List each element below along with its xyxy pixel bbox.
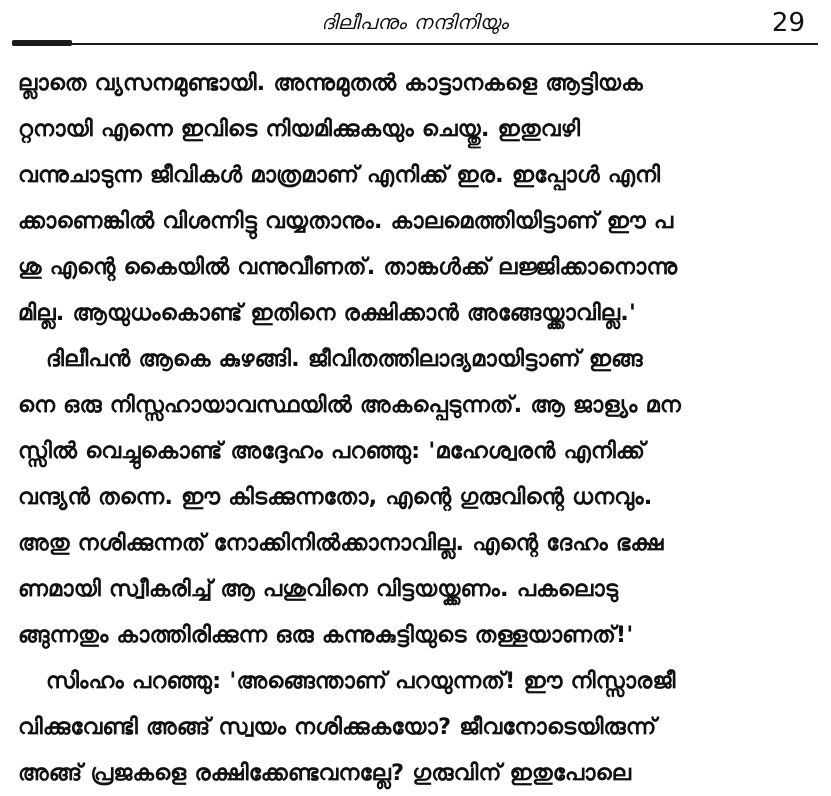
text-line: സ്സിൽ വെച്ചുകൊണ്ട് അദ്ദേഹം പറഞ്ഞു: 'മഹേശ്വരൻ എനിക്ക്	[18, 438, 646, 464]
text-line: മില്ല. ആയുധംകൊണ്ട് ഇതിനെ രക്ഷിക്കാൻ അങ്ങേയ്ക്കാവില്ല.'	[18, 300, 637, 326]
running-title: ദിലീപനും നന്ദിനിയും	[321, 10, 509, 34]
text-line: വന്നുചാടുന്ന ജീവികൾ മാത്രമാണ് എനിക്ക് ഇര. ഇപ്പോൾ എനി	[18, 162, 661, 188]
text-line: നെ ഒരു നിസ്സഹായാവസ്ഥയിൽ അകപ്പെടുന്നത്. ആ ജാള്യം മന	[18, 392, 681, 418]
body-text	[18, 60, 818, 796]
page-number: 29	[771, 8, 805, 38]
text-line: ല്ലാതെ വ്യസനമുണ്ടായി. അന്നുമുതൽ കാട്ടാനകളെ ആട്ടിയക	[18, 70, 643, 96]
text-line: അങ്ങ് പ്രജകളെ രക്ഷിക്കേണ്ടവനല്ലേ? ഗുരുവിന് ഇതുപോലെ	[18, 760, 632, 786]
text-line: അതു നശിക്കുന്നത് നോക്കിനിൽക്കാനാവില്ല. എന്റെ ദേഹം ഭക്ഷ	[18, 530, 664, 556]
text-line: വിക്കുവേണ്ടി അങ്ങ് സ്വയം നശിക്കുകയോ? ജീവനോടെയിരുന്ന്	[18, 714, 657, 740]
paragraph-start-line: സിംഹം പറഞ്ഞു: 'അങ്ങെന്താണ് പറയുന്നത്! ഈ നിസ്സാരജീ	[46, 668, 676, 694]
text-line: ക്കാണെങ്കിൽ വിശന്നിട്ടു വയ്യതാനും. കാലമെത്തിയിട്ടാണ് ഈ പ	[18, 208, 674, 234]
text-line: ണമായി സ്വീകരിച്ച് ആ പശുവിനെ വിട്ടയയ്ക്കണം. പകലൊടു	[18, 576, 619, 602]
header-rule	[12, 43, 818, 45]
text-line: വന്ദ്യൻ തന്നെ. ഈ കിടക്കുന്നതോ, എന്റെ ഗുരുവിന്റെ ധനവും.	[18, 484, 653, 510]
paragraph-start-line: ദിലീപൻ ആകെ കുഴങ്ങി. ജീവിതത്തിലാദ്യമായിട്ടാണ് ഇങ്ങ	[46, 346, 643, 372]
text-line: ങ്ങുന്നതും കാത്തിരിക്കുന്ന ഒരു കന്നുകുട്ടിയുടെ തള്ളയാണത്!'	[18, 622, 634, 648]
text-line: റ്റനായി എന്നെ ഇവിടെ നിയമിക്കുകയും ചെയ്തു. ഇതുവഴി	[18, 116, 581, 142]
text-line: ശു എന്റെ കൈയിൽ വന്നുവീണത്. താങ്കൾക്ക് ലജ്ജിക്കാനൊന്നു	[18, 254, 678, 280]
running-header	[0, 0, 831, 44]
